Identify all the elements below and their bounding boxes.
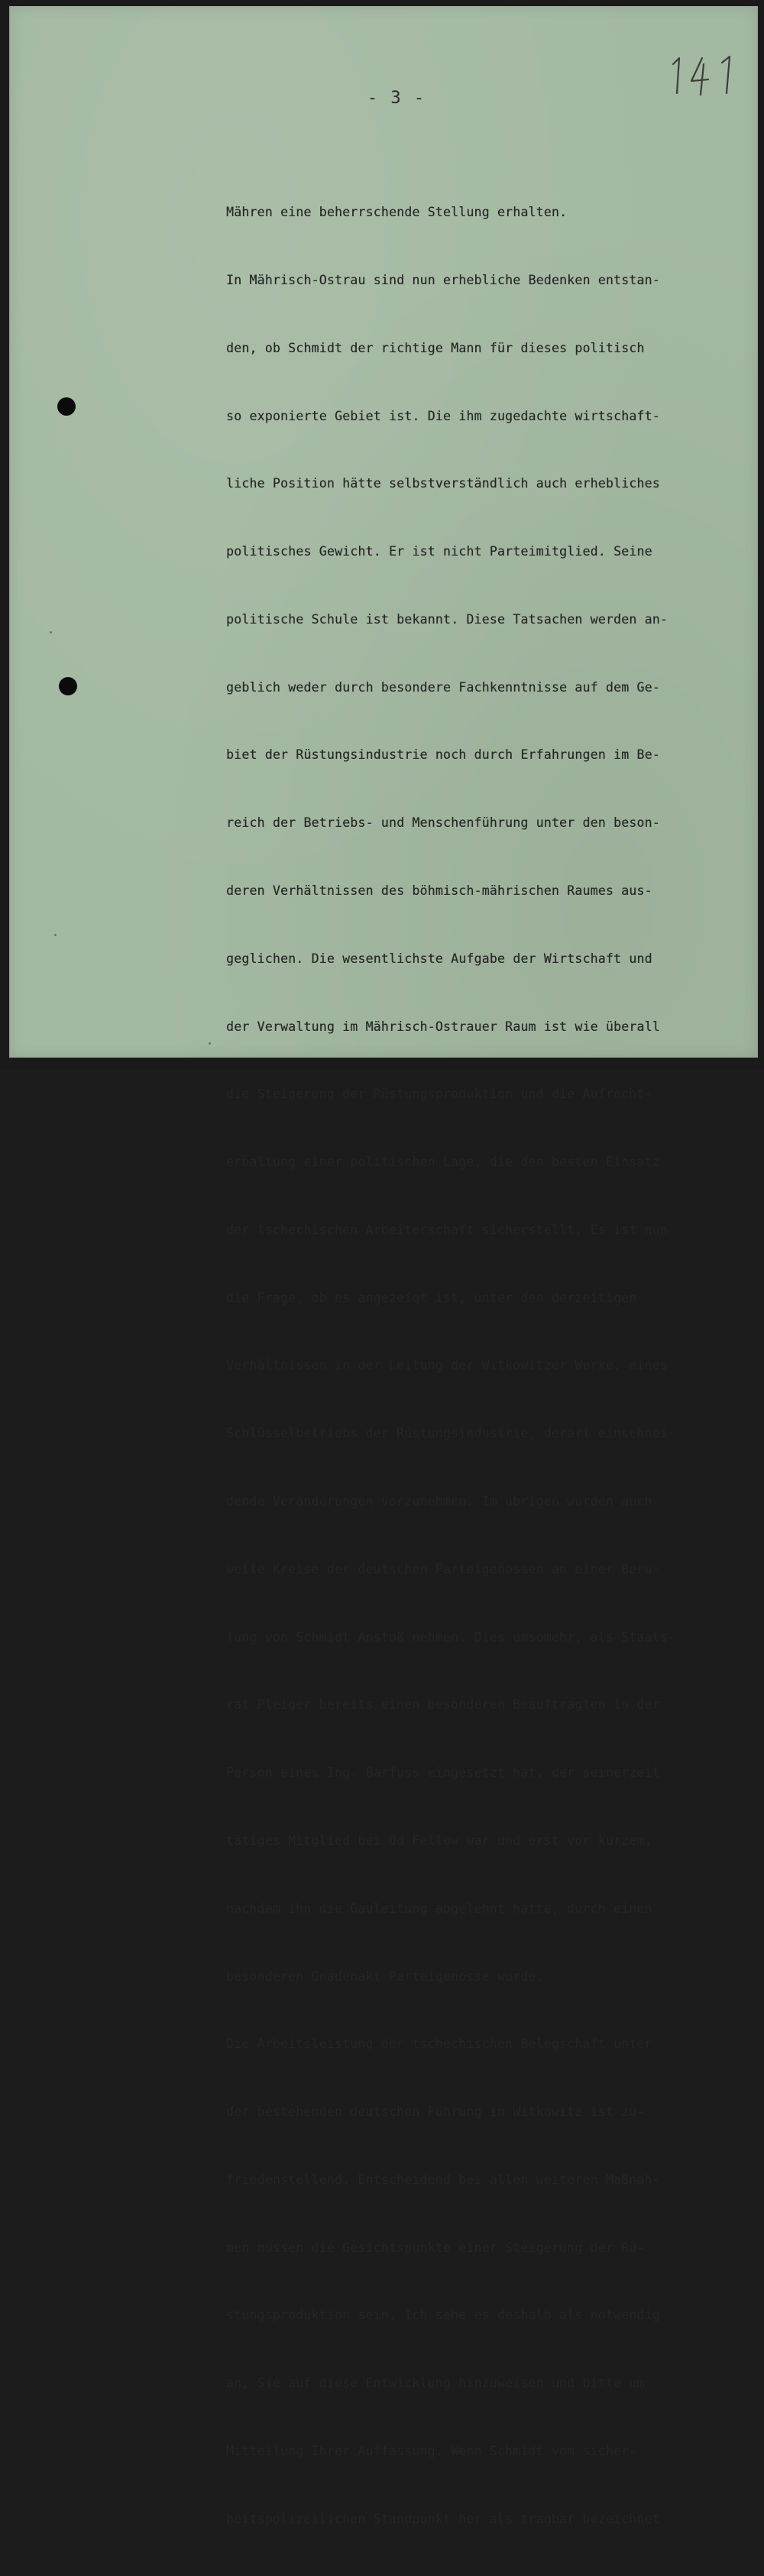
- text-line: fung von Schmidt Anstoß nehmen. Dies umsomehr, als Staats-: [226, 1629, 676, 1644]
- text-line: deren Verhältnissen des böhmisch-mährischen Raumes aus-: [226, 883, 652, 898]
- text-line: politisches Gewicht. Er ist nicht Parteimitglied. Seine: [226, 544, 652, 559]
- punch-hole: [59, 677, 77, 695]
- text-line: nachdem ihn die Gauleitung abgelehnt hatte, durch einen: [226, 1900, 652, 1916]
- paper-speck: [209, 1042, 211, 1045]
- text-line: Die Arbeitsleistung der tschechischen Belegschaft unter: [226, 2036, 652, 2052]
- text-line: die Steigerung der Rüstungsproduktion und die Aufrecht-: [226, 1087, 652, 1102]
- text-line: erhaltung einer politischen Lage, die den besten Einsatz: [226, 1155, 660, 1170]
- text-line: Person eines Ing. Barfuss eingesetzt hat, der seinerzeit: [226, 1765, 660, 1781]
- text-line: so exponierte Gebiet ist. Die ihm zugedachte wirtschaft-: [226, 408, 660, 423]
- text-line: In Mährisch-Ostrau sind nun erhebliche Bedenken entstan-: [226, 272, 660, 287]
- text-line: weite Kreise der deutschen Parteigenossen an einer Beru-: [226, 1561, 660, 1576]
- text-line: heitspolizeilichen Standpunkt her als tragbar bezeichnet: [226, 2511, 660, 2526]
- text-line: der bestehenden deutschen Führung in Witkowitz ist zu-: [226, 2105, 645, 2120]
- text-line: politische Schule ist bekannt. Diese Tatsachen werden an-: [226, 611, 668, 627]
- text-line: biet der Rüstungsindustrie noch durch Erfahrungen im Be-: [226, 747, 660, 763]
- letter-body: [226, 156, 753, 2576]
- text-line: Mähren eine beherrschende Stellung erhalten.: [226, 205, 568, 220]
- text-line: Schlüsselbetriebs der Rüstungsindustrie, derart einschnei-: [226, 1426, 676, 1441]
- text-line: dende Veränderungen vorzunehmen. Im übrigen würden auch: [226, 1494, 652, 1509]
- page-number: - 3 -: [367, 89, 426, 108]
- text-line: friedenstellend. Entscheidend bei allen weiteren Maßnah-: [226, 2172, 660, 2187]
- text-line: besonderen Gnadenakt Parteigenosse wurde.: [226, 1968, 544, 1984]
- text-line: die Frage, ob es angezeigt ist, unter den derzeitigen: [226, 1290, 637, 1305]
- text-line: rat Pleiger bereits einen besonderen Beauftragten in der: [226, 1697, 660, 1712]
- text-line: Mitteilung Ihrer Auffassung. Wenn Schmidt vom sicher-: [226, 2443, 637, 2458]
- text-line: der tschechischen Arbeiterschaft sicherstellt. Es ist nun: [226, 1222, 668, 1237]
- text-line: den, ob Schmidt der richtige Mann für dieses politisch: [226, 340, 645, 355]
- handwritten-folio-number: [668, 53, 745, 98]
- text-line: geglichen. Die wesentlichste Aufgabe der Wirtschaft und: [226, 951, 652, 966]
- paper-speck: [50, 631, 52, 633]
- text-line: an, Sie auf diese Entwicklung hinzuweisen und bitte um: [226, 2376, 645, 2391]
- text-line: stungsproduktion sein. Ich sehe es deshalb als notwendig: [226, 2308, 660, 2323]
- punch-hole: [57, 397, 76, 416]
- text-line: Verhältnissen in der Leitung der Witkowitzer Werke, eines: [226, 1358, 668, 1373]
- text-line: reich der Betriebs- und Menschenführung unter den beson-: [226, 815, 660, 831]
- text-line: tätiges Mitglied bei Od Fellow war und erst vor kurzem,: [226, 1832, 652, 1848]
- text-line: liche Position hätte selbstverständlich auch erhebliches: [226, 476, 660, 491]
- text-line: men müssen die Gesichtspunkte einer Steigerung der Rü-: [226, 2240, 645, 2255]
- text-line: geblich weder durch besondere Fachkenntnisse auf dem Ge-: [226, 679, 660, 695]
- paper-sheet: [9, 6, 758, 2526]
- paper-speck: [54, 934, 57, 936]
- text-line: der Verwaltung im Mährisch-Ostrauer Raum ist wie überall: [226, 1019, 660, 1034]
